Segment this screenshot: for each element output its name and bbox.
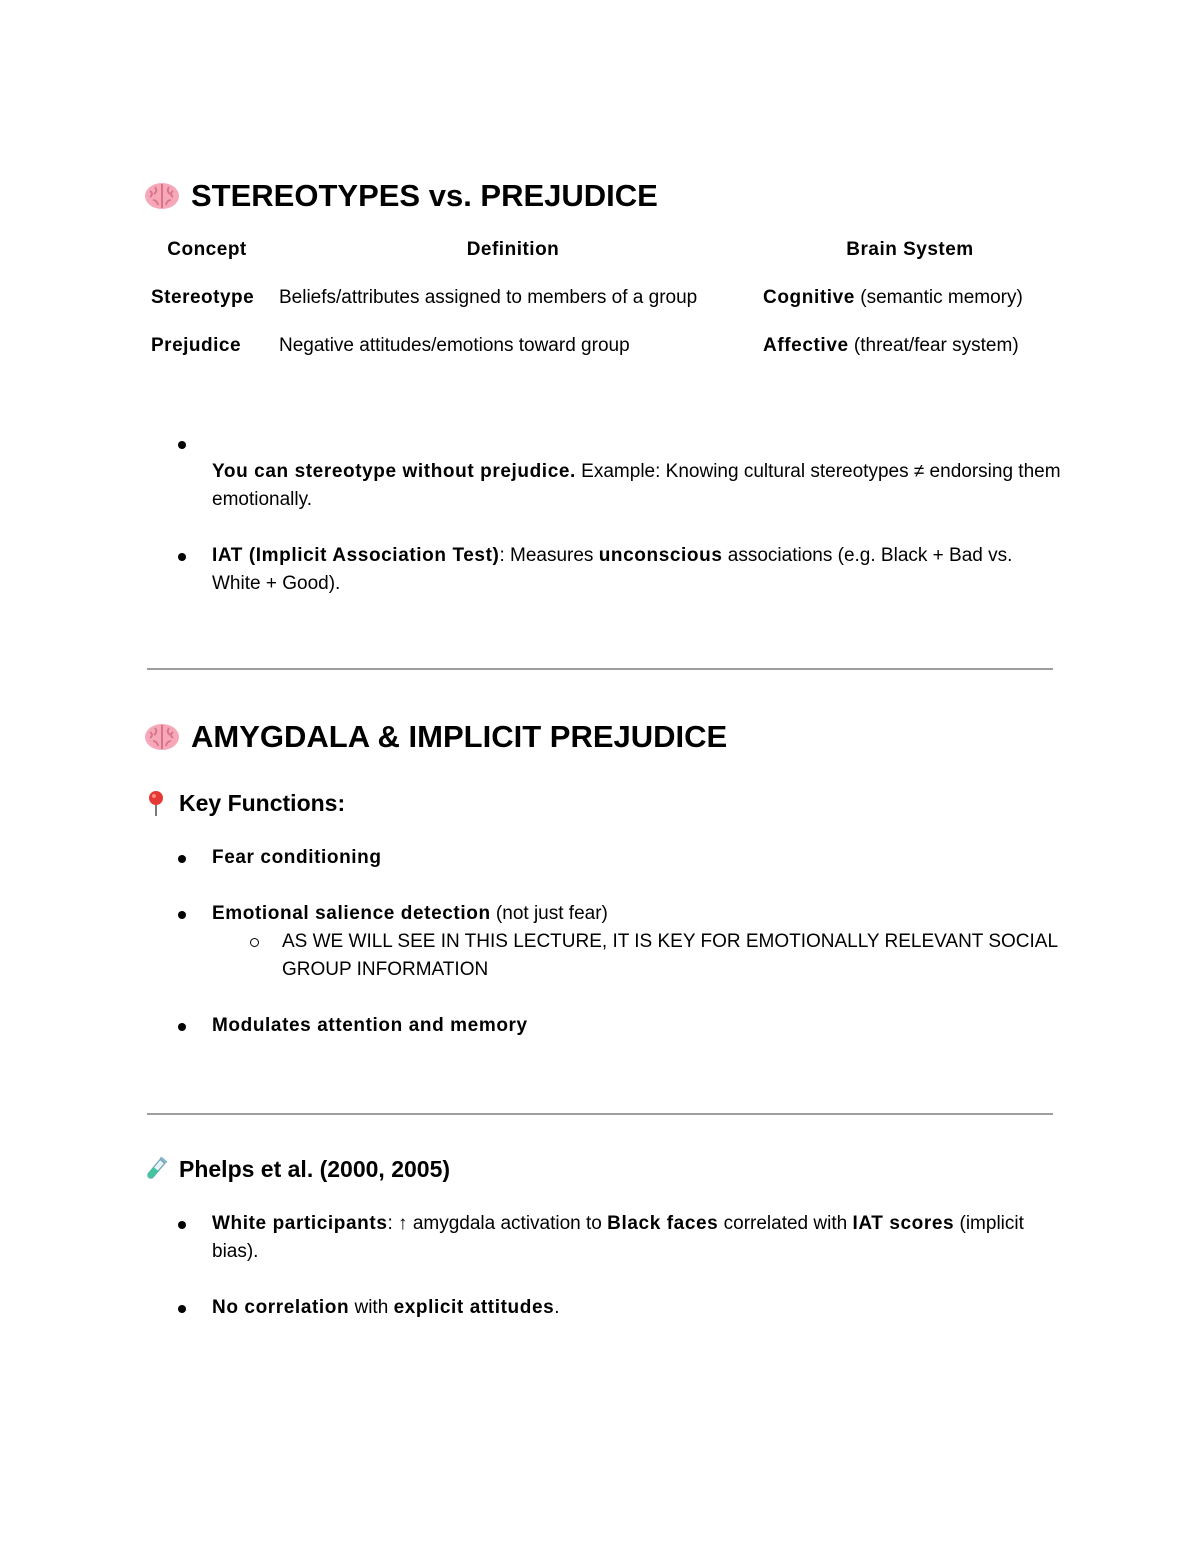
table-header: Brain System bbox=[846, 239, 974, 260]
brain-system-cell bbox=[755, 326, 1065, 374]
section-title: Phelps et al. (2000, 2005) bbox=[179, 1156, 451, 1182]
bullet-text: (implicit bias). bbox=[212, 1213, 1024, 1262]
bullet-bold-text: Emotional salience detection bbox=[212, 903, 491, 924]
horizontal-divider bbox=[147, 1113, 1053, 1115]
section-title: AMYGDALA & IMPLICIT PREJUDICE bbox=[191, 719, 728, 754]
concepts-table bbox=[143, 230, 1065, 374]
list-item bbox=[176, 900, 1066, 984]
section-heading-stereotypes bbox=[143, 178, 658, 214]
brain-system-type: Affective bbox=[763, 335, 849, 356]
bullet-bold-text: Fear conditioning bbox=[212, 847, 382, 868]
brain-icon bbox=[143, 180, 181, 212]
list-item bbox=[176, 542, 1066, 598]
stereotype-bullet-list bbox=[176, 430, 1066, 626]
table-header: Concept bbox=[167, 239, 247, 260]
bullet-text: correlated with bbox=[718, 1213, 853, 1234]
list-item bbox=[176, 1210, 1066, 1266]
brain-icon bbox=[143, 721, 181, 753]
test-tube-icon bbox=[143, 1155, 169, 1183]
bullet-text: associations (e.g. Black + Bad vs. White + Good). bbox=[212, 545, 1013, 594]
brain-system-type: Cognitive bbox=[763, 287, 855, 308]
amygdala-function-list bbox=[176, 844, 1066, 1068]
bullet-bold-text: Black faces bbox=[607, 1213, 719, 1234]
section-heading-amygdala bbox=[143, 719, 727, 755]
bullet-bold-text: You can stereotype without prejudice. bbox=[212, 461, 576, 482]
table-header-row bbox=[143, 230, 1065, 278]
section-title: STEREOTYPES vs. PREJUDICE bbox=[191, 178, 658, 213]
horizontal-divider bbox=[147, 668, 1053, 670]
list-item bbox=[176, 1012, 1066, 1040]
list-item bbox=[176, 844, 1066, 872]
brain-system-cell bbox=[755, 278, 1065, 326]
bullet-text: with bbox=[349, 1297, 394, 1318]
bullet-bold-text: IAT (Implicit Association Test) bbox=[212, 545, 500, 566]
bullet-text: . bbox=[554, 1297, 560, 1318]
bullet-text: (not just fear) bbox=[490, 903, 608, 924]
brain-system-detail: (threat/fear system) bbox=[848, 335, 1019, 356]
bullet-text: Example: Knowing cultural stereotypes ≠ endorsing them emotionally. bbox=[212, 461, 1061, 510]
list-item bbox=[176, 1294, 1066, 1322]
concept-cell: Prejudice bbox=[151, 335, 242, 356]
definition-cell: Negative attitudes/emotions toward group bbox=[279, 335, 630, 356]
sub-list bbox=[212, 928, 1066, 984]
table-row bbox=[143, 278, 1065, 326]
phelps-findings-list bbox=[176, 1210, 1066, 1350]
subheading-text: Key Functions: bbox=[179, 790, 346, 816]
bullet-bold-text: unconscious bbox=[598, 545, 723, 566]
definition-cell: Beliefs/attributes assigned to members of a group bbox=[279, 287, 698, 308]
sub-list-item: AS WE WILL SEE IN THIS LECTURE, IT IS KEY FOR EMOTIONALLY RELEVANT SOCIAL GROUP INFORMATION bbox=[212, 928, 1066, 984]
section-heading-phelps bbox=[143, 1155, 450, 1183]
bullet-bold-text: IAT scores bbox=[852, 1213, 955, 1234]
pin-icon bbox=[143, 789, 169, 817]
list-item bbox=[176, 430, 1066, 514]
concept-cell: Stereotype bbox=[151, 287, 255, 308]
bullet-text: : ↑ amygdala activation to bbox=[387, 1213, 608, 1234]
bullet-bold-text: No correlation bbox=[212, 1297, 350, 1318]
bullet-bold-text: White participants bbox=[212, 1213, 388, 1234]
brain-system-detail: (semantic memory) bbox=[854, 287, 1023, 308]
bullet-text: : Measures bbox=[499, 545, 599, 566]
table-row bbox=[143, 326, 1065, 374]
bullet-bold-text: Modulates attention and memory bbox=[212, 1015, 528, 1036]
subheading-key-functions bbox=[143, 789, 345, 817]
table-header: Definition bbox=[466, 239, 560, 260]
bullet-bold-text: explicit attitudes bbox=[393, 1297, 555, 1318]
